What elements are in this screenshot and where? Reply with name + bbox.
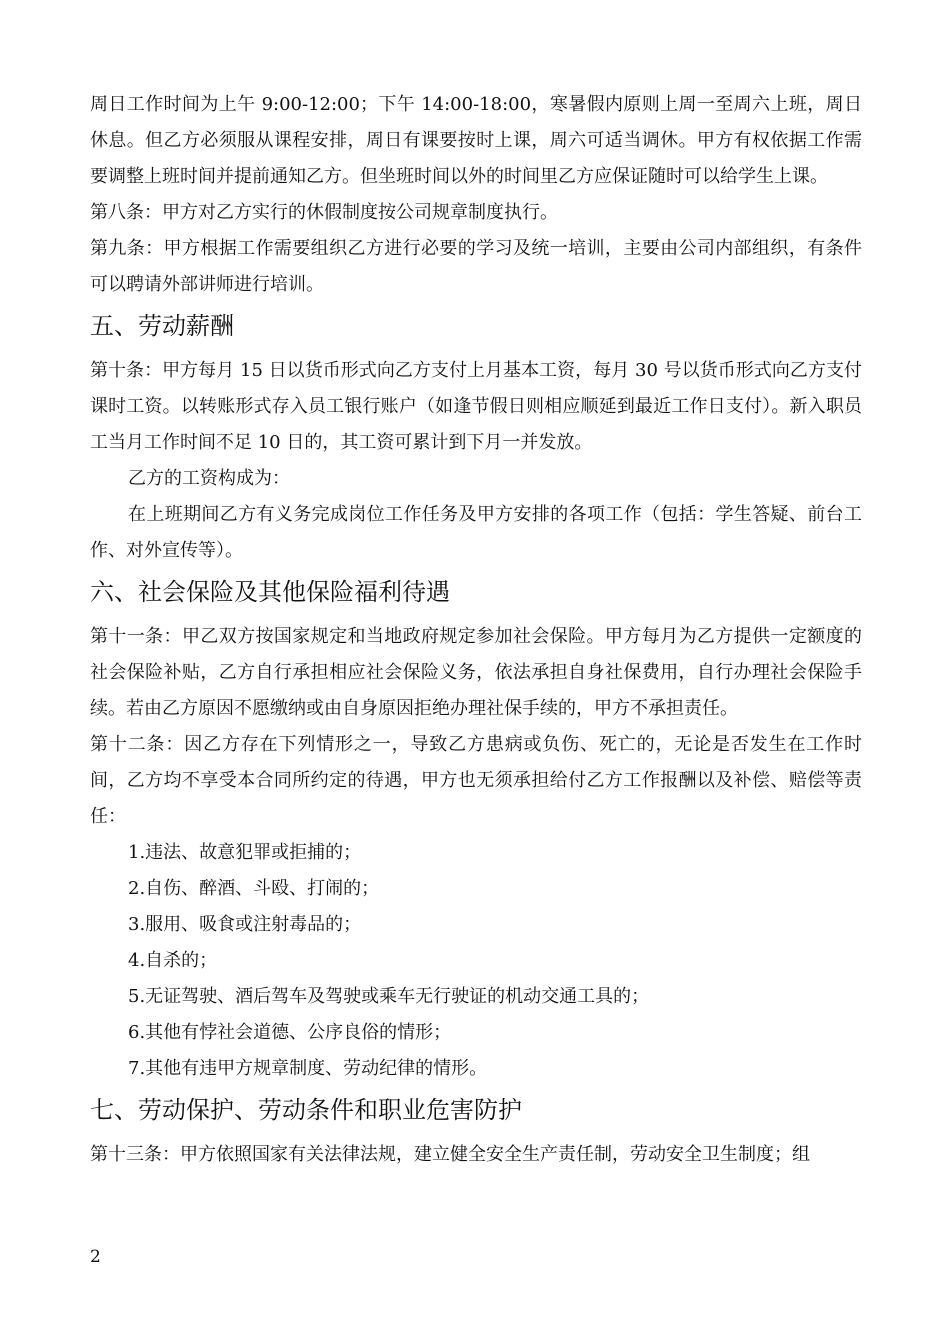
list-item-6: 6.其他有悖社会道德、公序良俗的情形； [128, 1022, 452, 1043]
list-item-1: 1.违法、故意犯罪或拒捕的； [128, 842, 362, 863]
list-item-4: 4.自杀的； [128, 950, 218, 971]
paragraph-work-hours: 周日工作时间为上午 9:00-12:00；下午 14:00-18:00，寒暑假内原则上周一至周六上班，周日休息。但乙方必须服从课程安排，周日有课要按时上课，周六可适当调休。甲方有权依据工作需要调整上班时间并提前通知乙方。但坐班时间以外的时间里乙方应保证随时可以给学生上课。 [90, 94, 862, 187]
section-heading-5: 五、劳动薪酬 [90, 312, 234, 340]
paragraph-article-11: 第十一条：甲乙双方按国家规定和当地政府规定参加社会保险。甲方每月为乙方提供一定额度的社会保险补贴，乙方自行承担相应社会保险义务，依法承担自身社保费用，自行办理社会保险手续。若由乙方原因不愿缴纳或由自身原因拒绝办理社保手续的，甲方不承担责任。 [90, 626, 862, 719]
paragraph-duties: 在上班期间乙方有义务完成岗位工作任务及甲方安排的各项工作（包括：学生答疑、前台工作、对外宣传等）。 [90, 504, 862, 561]
paragraph-article-8: 第八条：甲方对乙方实行的休假制度按公司规章制度执行。 [90, 202, 558, 223]
paragraph-article-9: 第九条：甲方根据工作需要组织乙方进行必要的学习及统一培训，主要由公司内部组织，有条件可以聘请外部讲师进行培训。 [90, 238, 862, 295]
paragraph-article-13: 第十三条：甲方依照国家有关法律法规，建立健全安全生产责任制，劳动安全卫生制度；组 [90, 1144, 810, 1165]
section-heading-6: 六、社会保险及其他保险福利待遇 [90, 578, 450, 606]
paragraph-salary-structure: 乙方的工资构成为： [128, 468, 290, 489]
list-item-5: 5.无证驾驶、酒后驾车及驾驶或乘车无行驶证的机动交通工具的； [128, 986, 650, 1007]
document-body [90, 87, 862, 1173]
section-heading-7: 七、劳动保护、劳动条件和职业危害防护 [90, 1096, 522, 1124]
page-number: 2 [90, 1247, 101, 1267]
list-item-2: 2.自伤、醉酒、斗殴、打闹的； [128, 878, 380, 899]
list-item-3: 3.服用、吸食或注射毒品的； [128, 914, 362, 935]
list-item-7: 7.其他有违甲方规章制度、劳动纪律的情形。 [128, 1058, 488, 1079]
paragraph-article-10: 第十条：甲方每月 15 日以货币形式向乙方支付上月基本工资，每月 30 号以货币形式向乙方支付课时工资。以转账形式存入员工银行账户（如逢节假日则相应顺延到最近工作日支付）。新入职员工当月工作时间不足 10 日的，其工资可累计到下月一并发放。 [90, 360, 862, 453]
paragraph-article-12: 第十二条：因乙方存在下列情形之一，导致乙方患病或负伤、死亡的，无论是否发生在工作时间，乙方均不享受本合同所约定的待遇，甲方也无须承担给付乙方工作报酬以及补偿、赔偿等责任： [90, 734, 862, 827]
